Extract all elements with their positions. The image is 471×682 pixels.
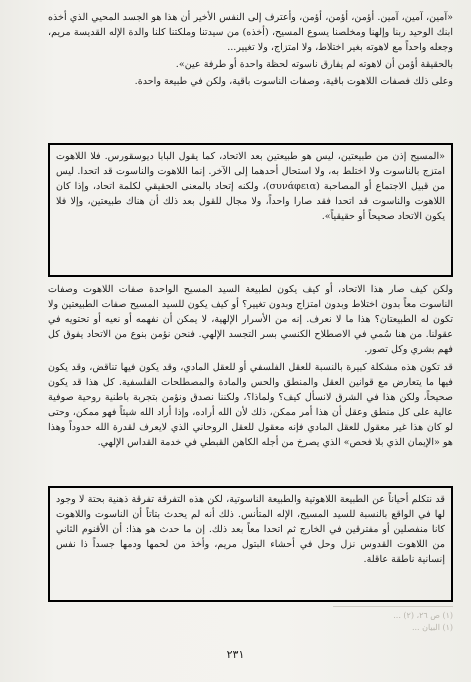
paragraph-faith: بالحقيقة أؤمن أن لاهوته لم يفارق ناسوته لحظة واحدة أو طرفة عين». — [175, 59, 453, 70]
footnotes — [48, 606, 453, 634]
boxed-quote-1 — [48, 143, 453, 277]
paragraph-quote: «آمين، آمين، آمين. أؤمن، أؤمن، أؤمن، وأعترف إلى النفس الأخير أن هذا هو الجسد المحيي الذي أخذه ابنك الوحيد ربنا وإلهنا ومخلصنا يسوع المسيح، (أخذه) من سيدتنا وملكتنا كلنا والدة الإله القديسة مريم، وجعله واحداً مع لاهوته بغير اختلاط، ولا امتزاج، ولا تغيير... — [48, 12, 453, 53]
boxed-quote-2-text: قد نتكلم أحياناً عن الطبيعة اللاهوتية والطبيعة الناسوتية، لكن هذه التفرقة تفرقة ذهنية بحتة لا وجود لها في الواقع بالنسبة للسيد المسيح، الإله المتأنس. ذلك أنه لم يحدث بتاتاً أن الناسوت واللاهوت كانا منفصلين أو مفترقين في الخارج ثم اتحدا معاً بعد ذلك. إن ما حدث هو هذا: أن الأقنوم الثاني من اللاهوت القدوس نزل وحل في أحشاء البتول مريم، وأخذ من لحمها ودمها جسداً ذا نفس إنسانية ناطقة عاقلة. — [56, 494, 445, 565]
paragraph-mystery: قد تكون هذه مشكلة كبيرة بالنسبة للعقل الفلسفي أو للعقل المادي، وقد يكون فيها تناقض، وقد يكون فيها ما يتعارض مع قوانين العقل والمنطق والحس والمادة والمصطلحات الفلسفية. كل هذا قد يكون صحيحاً، ولكن هذا في الشرق لانسأل كيف؟ ولماذا؟، ولكننا نصدق ونؤمن بتجربة باطنية روحية صوفية عالية على كل منطق وعقل أن هذا أمر ممكن، ذلك لأن الله أراده، وإذا أراد الله شيئاً فهو ممكن، وحتى لو كان هذا غير معقول للعقل المادي فإنه معقول للعقل الروحاني الذي لايعرف لقدرة الله حدوداً وهذا هو «الإيمان الذي بلا فحص» الذي يصرخ من أجله الكاهن القبطي في خدمة القداس الإلهي. — [48, 362, 453, 448]
text-block-middle — [48, 282, 453, 450]
footnote-rule — [333, 606, 453, 607]
text-block-top — [48, 10, 453, 89]
footnote-line: (١) البيان ... — [411, 623, 453, 632]
paragraph-summary: وعلى ذلك فصفات اللاهوت باقية، وصفات الناسوت باقية، ولكن في طبيعة واحدة. — [134, 76, 453, 87]
footnote-line: (١) ص ٢٦، (٢) ... — [393, 611, 453, 620]
boxed-quote-1-text: «المسيح إذن من طبيعتين، ليس هو طبيعتين بعد الاتحاد، كما يقول البابا ديوسقورس. فلا اللاهوت امتزج بالناسوت ولا اختلط به، ولا استحال أحدهما إلى الآخر. إنما اللاهوت والناسوت قد اتحدا. ليس من قبيل الاجتماع أو المصاحبة (συνάφεια)، ولكنه إتحاد بالمعنى الحقيقي لكلمة اتحاد، وإذا كان اللاهوت والناسوت قد اتحدا فقد صارا واحداً، ولا مجال للقول بعد ذلك أن هناك طبيعتين، وإلا فلا يكون الاتحاد صحيحاً أو حقيقياً». — [56, 151, 445, 222]
paragraph-union: ولكن كيف صار هذا الاتحاد، أو كيف يكون لطبيعة السيد المسيح الواحدة صفات اللاهوت وصفات الناسوت معاً بدون اختلاط وبدون امتزاج وبدون تغيير؟ أو كيف يكون للسيد المسيح صفات الطبيعتين ولا تكون له الطبيعتان؟ هذا ما لا نعرف. إنه من الأسرار الإلهية، لا يمكن أن نفهمه أو نعيه أو تحتويه في عقولنا. من هنا سُمي في الاصطلاح الكنسي بسر التجسد الإلهي. فنحن نؤمن بنوع من الاتحاد يفوق كل فهم بشري وكل تصور. — [48, 284, 453, 355]
page-number: ٢٣١ — [226, 648, 245, 661]
boxed-quote-2 — [48, 486, 453, 602]
